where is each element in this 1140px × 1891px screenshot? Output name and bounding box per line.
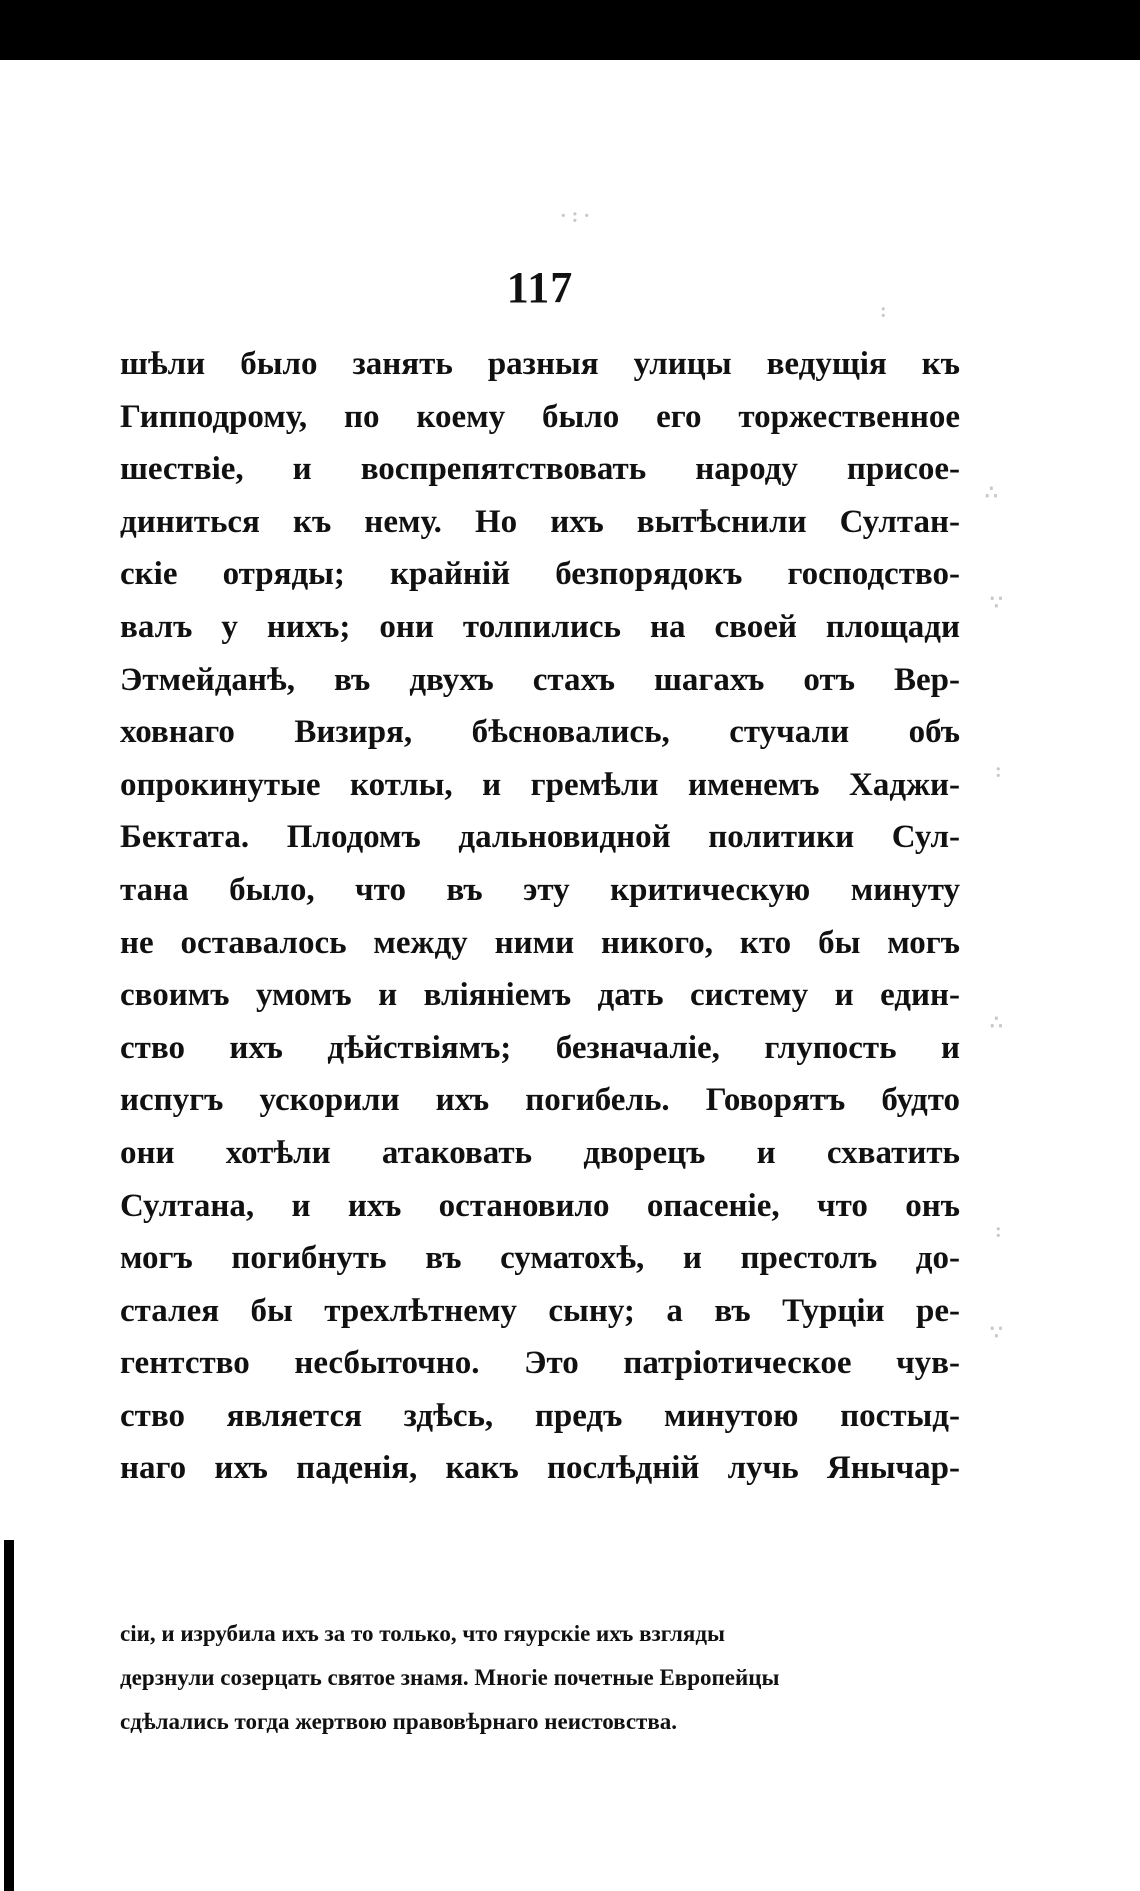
text-line: своимъ умомъ и вліяніемъ дать систему и един- — [120, 977, 960, 1014]
text-line: опрокинутые котлы, и гремѣли именемъ Хаджи- — [120, 766, 960, 803]
text-line: скіе отряды; крайній безпорядокъ господство- — [120, 556, 960, 593]
text-line: Этмейданѣ, въ двухъ стахъ шагахъ отъ Вер- — [120, 661, 960, 698]
text-line: Бектата. Плодомъ дальновидной политики Сул- — [120, 819, 960, 856]
text-line: наго ихъ паденія, какъ послѣдній лучь Янычар- — [120, 1450, 960, 1487]
text-line: ство является здѣсь, предъ минутою постыд- — [120, 1397, 960, 1434]
bleed-through-mark: ∵ — [990, 1322, 1003, 1344]
bleed-through-mark: ∴ — [990, 1012, 1003, 1034]
bleed-through-mark: : — [880, 300, 887, 322]
text-line: Гипподрому, по коему было его торжественное — [120, 398, 960, 435]
footnote — [120, 1612, 960, 1744]
text-line: шѣли было занять разныя улицы ведущія къ — [120, 346, 960, 382]
text-line: диниться къ нему. Но ихъ вытѣснили Султан- — [120, 503, 960, 540]
scan-top-border — [0, 0, 1140, 60]
footnote-line: сдѣлались тогда жертвою правовѣрнаго неистовства. — [120, 1709, 678, 1734]
text-line: могъ погибнуть въ суматохѣ, и престолъ до- — [120, 1240, 960, 1277]
text-line: шествіе, и воспрепятствовать народу присое- — [120, 451, 960, 488]
text-line: испугъ ускорили ихъ погибель. Говорятъ будто — [120, 1082, 960, 1119]
text-line: гентство несбыточно. Это патріотическое чув- — [120, 1345, 960, 1382]
bleed-through-mark: · : · — [560, 205, 590, 227]
footnote-line: дерзнули созерцать святое знамя. Многіе почетные Европейцы — [120, 1665, 780, 1690]
text-line: они хотѣли атаковать дворецъ и схватить — [120, 1134, 960, 1171]
body-text — [120, 338, 960, 1495]
bleed-through-mark: : — [995, 760, 1002, 782]
page-number: 117 — [506, 263, 574, 312]
text-line: валъ у нихъ; они толпились на своей площади — [120, 608, 960, 645]
footnote-line: сіи, и изрубила ихъ за то только, что гяурскіе ихъ взгляды — [120, 1621, 725, 1646]
scan-left-edge — [4, 1540, 14, 1891]
text-line: тана было, что въ эту критическую минуту — [120, 871, 960, 908]
text-line: ство ихъ дѣйствіямъ; безначаліе, глупость и — [120, 1029, 960, 1066]
bleed-through-mark: : — [995, 1220, 1002, 1242]
text-line: не оставалось между ними никого, кто бы могъ — [120, 924, 960, 961]
bleed-through-mark: ∴ — [985, 482, 998, 504]
text-line: сталея бы трехлѣтнему сыну; а въ Турціи ре- — [120, 1292, 960, 1329]
bleed-through-mark: ∵ — [990, 592, 1003, 614]
text-line: ховнаго Визиря, бѣсновались, стучали объ — [120, 714, 960, 751]
text-line: Султана, и ихъ остановило опасеніе, что онъ — [120, 1187, 960, 1224]
